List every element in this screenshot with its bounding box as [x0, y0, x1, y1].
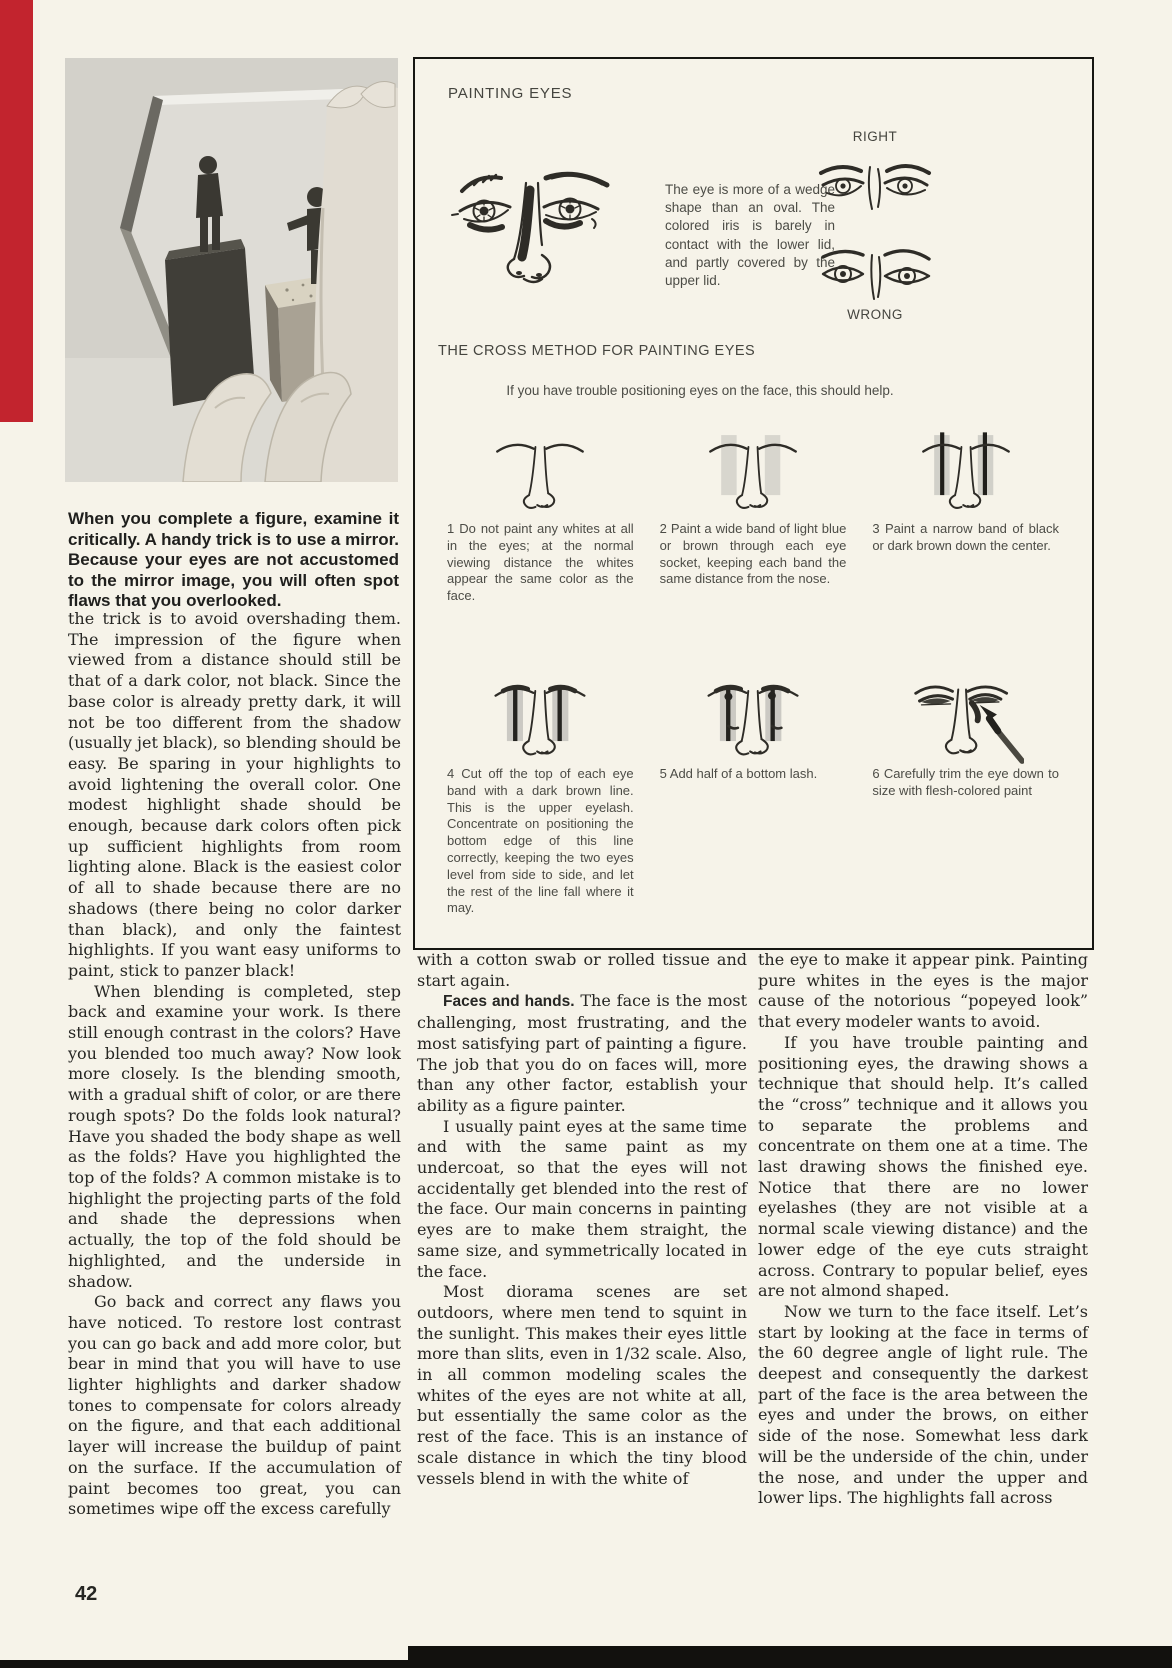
step-caption: 5 Add half of a bottom lash.	[659, 766, 818, 781]
page-number: 42	[75, 1583, 98, 1605]
body-paragraph: When blending is completed, step back and examine your work. Is there still enough contrast in the colors? Have you blended too much away? Now look more closely. Is the blending smooth, with a gradual shift of color, or are there rough spots? Do the folds look natural? Have you shaded the body shape as well as the folds? Have you highlighted the top of the folds? A common mistake is to highlight the projecting parts of the fold and shade the depressions when actually, the top of the fold should be highlighted, and the underside in shadow.	[68, 981, 401, 1291]
step-5	[660, 642, 847, 917]
faces-and-hands-heading: Faces and hands.	[443, 993, 575, 1011]
step-2	[660, 397, 847, 605]
step-6-sketch-icon	[908, 666, 1024, 766]
right-column	[758, 950, 1088, 1509]
steps-row-2	[447, 642, 1059, 917]
step-caption: 1 Do not paint any whites at all in the eyes; at the normal viewing distance the whites appear the same color as the face.	[447, 521, 634, 604]
middle-column	[417, 950, 747, 1489]
step-4	[447, 642, 634, 917]
left-column	[68, 609, 401, 1520]
body-paragraph: the trick is to avoid overshading them. The impression of the figure when viewed from a distance should still be that of a dark color, not black. Since the base color is already pretty dark, it will not be too different from the shadow (usually jet black), so blending should be easy. Be sparing in your highlights to avoid lightening the overall color. One modest highlight shade should be enough, because dark colors often pick up sufficient highlights from room lighting alone. Black is the easiest color of all to shade because there are no shadows (there being no color darker than black), and only the faintest highlights. If you want easy uniforms to paint, stick to panzer black!	[68, 609, 401, 980]
step-1-sketch-icon	[490, 421, 590, 521]
body-paragraph: Go back and correct any flaws you have noticed. To restore lost contrast you can go back and add more color, but bear in mind that you will have to use lighter highlights and darker shadow tones to compensate for colors already on the figure, and that each additional layer will increase the buildup of paint on the surface. If the accumulation of paint becomes too great, you can sometimes wipe off the excess carefully	[68, 1292, 401, 1519]
step-6	[872, 642, 1059, 917]
step-2-sketch-icon	[703, 421, 803, 521]
right-label: RIGHT	[852, 129, 898, 144]
body-paragraph: Most diorama scenes are set outdoors, where men tend to squint in the sunlight. This makes their eyes little more than slits, even in 1/32 scale. Also, in all common modeling scales the whites of the eyes are not white at all, but essentially the same color as the rest of the face. This is an instance of scale distance in which the tiny blood vessels blend in with the white of	[417, 1282, 747, 1488]
page-edge-red-strip	[0, 0, 33, 422]
step-caption: 6 Carefully trim the eye down to size with flesh-colored paint	[872, 766, 1059, 798]
step-3	[872, 397, 1059, 605]
eye-shape-note: The eye is more of a wedge shape than an oval. The colored iris is barely in contact with the lower lid, and partly covered by the upper lid.	[665, 182, 835, 289]
body-paragraph	[417, 991, 747, 1116]
mirror-photo-illustration	[65, 58, 398, 482]
wrong-eyes-sketch-icon	[817, 243, 932, 305]
step-caption: 4 Cut off the top of each eye band with a dark brown line. This is the upper eyelash. Concentrate on positioning the bottom edge of this line correctly, keeping the two eyes level from side to side, and let the rest of the line fall where it may.	[447, 766, 634, 916]
right-eyes-sketch-icon	[817, 155, 932, 217]
wrong-label: WRONG	[847, 307, 903, 322]
body-paragraph: If you have trouble painting and positioning eyes, the drawing shows a technique that should help. It’s called the “cross” technique and it allows you to separate the problems and concentrate on them one at a time. The last drawing shows the finished eye. Notice that there are no lower eyelashes (they are not visible at a normal scale viewing distance) and the lower edge of the eye cuts straight across. Contrary to popular belief, eyes are not almond shaped.	[758, 1032, 1088, 1301]
bottom-black-bar	[408, 1646, 1172, 1668]
body-paragraph: the eye to make it appear pink. Painting pure whites in the eyes is the major cause of the notorious “popeyed look” that every modeler wants to avoid.	[758, 950, 1088, 1032]
step-4-sketch-icon	[488, 666, 592, 766]
body-text: The face is the most challenging, most frustrating, and the most satisfying part of painting a figure. The job that you do on faces will, more than any other factor, establish your ability as a figure painter.	[417, 991, 747, 1115]
face-eyes-sketch-icon	[440, 145, 630, 300]
bottom-black-line	[0, 1660, 410, 1668]
step-caption: 3 Paint a narrow band of black or dark brown down the center.	[872, 521, 1059, 553]
body-paragraph: with a cotton swab or rolled tissue and start again.	[417, 950, 747, 990]
cross-method-intro: If you have trouble positioning eyes on the face, this should help.	[506, 383, 894, 398]
body-paragraph: Now we turn to the face itself. Let’s start by looking at the face in terms of the 60 degree angle of light rule. The deepest and consequently the darkest part of the face is the area between the eyes and under the brows, on either side of the nose. Somewhat less dark will be the underside of the chin, under the nose, and under the upper and lower lips. The highlights fall across	[758, 1301, 1088, 1508]
cross-method-title: THE CROSS METHOD FOR PAINTING EYES	[438, 343, 756, 359]
photo-caption: When you complete a figure, examine it critically. A handy trick is to use a mirror. Because your eyes are not accustomed to the mirror image, you will often spot flaws that you overlooked.	[68, 509, 399, 610]
step-1	[447, 397, 634, 605]
painting-eyes-panel	[413, 57, 1094, 950]
step-5-sketch-icon	[701, 666, 805, 766]
step-caption: 2 Paint a wide band of light blue or brown through each eye socket, keeping each band the same distance from the nose.	[659, 521, 847, 587]
step-3-sketch-icon	[916, 421, 1016, 521]
body-paragraph: I usually paint eyes at the same time and with the same paint as my undercoat, so that the eyes will not accidentally get blended into the rest of the face. Our main concerns in painting eyes are to make them straight, the same size, and symmetrically located in the face.	[417, 1116, 747, 1281]
panel-title: PAINTING EYES	[448, 85, 573, 102]
mirror-check-photo	[65, 58, 398, 482]
steps-row-1	[447, 397, 1059, 605]
